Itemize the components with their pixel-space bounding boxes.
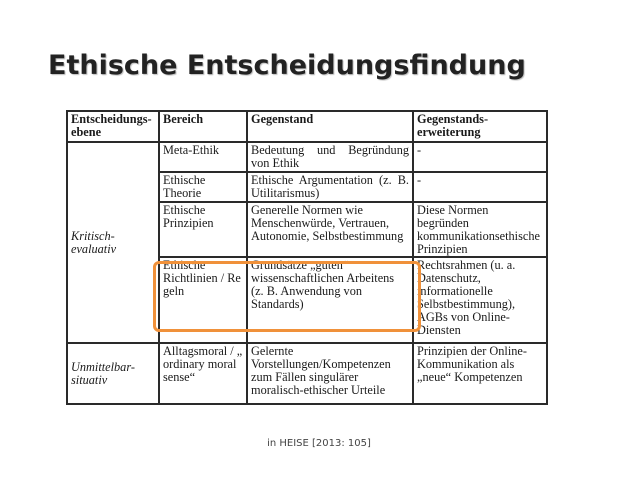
cell-bereich: Ethische Richtlinien / Re geln (159, 257, 247, 343)
cell-gegenstand: Grundsätze „guten“ wissenschaftlichen Arbeitens (z. B. Anwendung von Standards) (247, 257, 413, 343)
ethics-table (66, 110, 548, 405)
cell-gegenstand: Generelle Normen wie Menschenwürde, Vertrauen, Autonomie, Selbstbestimmung (247, 202, 413, 257)
cell-bereich: Meta-Ethik (159, 142, 247, 172)
cell-gegenstand: Gelernte Vorstellungen/Kompetenzen zum Fällen singulärer moralisch-ethischer Urteile (247, 343, 413, 404)
cell-erweiterung: Rechtsrahmen (u. a. Datenschutz, informationelle Selbstbestimmung), AGBs von Online-Diensten (413, 257, 547, 343)
cell-bereich: Alltagsmoral / „ ordinary moral sense“ (159, 343, 247, 404)
table-header-row (67, 111, 547, 142)
level-unmittelbar-situativ: Unmittelbar- situativ (67, 343, 159, 404)
table-row (67, 343, 547, 404)
header-gegenstand: Gegenstand (247, 111, 413, 142)
cell-erweiterung: Prinzipien der Online-Kommunikation als „neue“ Kompetenzen (413, 343, 547, 404)
table-row (67, 142, 547, 172)
header-bereich: Bereich (159, 111, 247, 142)
cell-bereich: Ethische Theorie (159, 172, 247, 202)
cell-gegenstand: Ethische Argumentation (z. B. Utilitarismus) (247, 172, 413, 202)
header-gegenstandserweiterung: Gegenstands- erweiterung (413, 111, 547, 142)
slide-title: Ethische Entscheidungsfindung (48, 50, 526, 81)
cell-erweiterung: - (413, 142, 547, 172)
source-caption: in HEISE [2013: 105] (267, 438, 371, 449)
cell-erweiterung: - (413, 172, 547, 202)
ethics-table-container (66, 110, 546, 426)
cell-gegenstand: Bedeutung und Begründung von Ethik (247, 142, 413, 172)
cell-bereich: Ethische Prinzipien (159, 202, 247, 257)
level-kritisch-evaluativ: Kritisch- evaluativ (67, 142, 159, 343)
cell-erweiterung: Diese Normen begründen kommunikationsethische Prinzipien (413, 202, 547, 257)
header-entscheidungsebene: Entscheidungs- ebene (67, 111, 159, 142)
